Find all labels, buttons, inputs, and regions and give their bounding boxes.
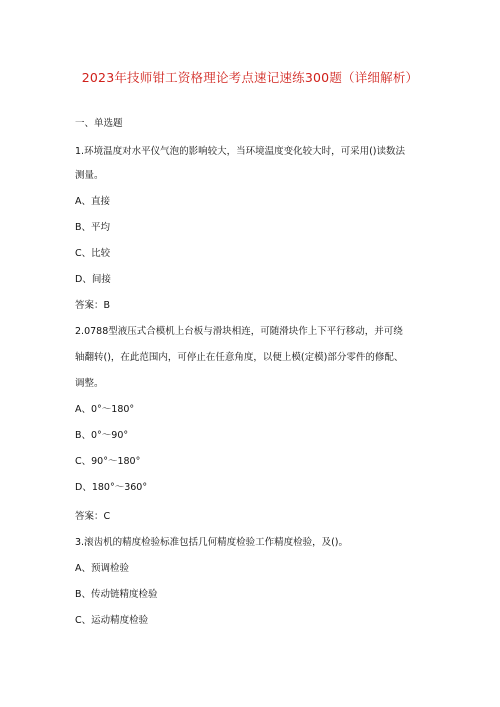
question-2-option-d: D、180°～360° [75,482,148,493]
question-3-stem-line-1: 3.滚齿机的精度检验标准包括几何精度检验工作精度检验，及()。 [75,537,348,548]
question-3-option-a: A、预调检验 [75,563,129,574]
question-2-stem-line-3: 调整。 [75,378,104,389]
question-1-option-d: D、间接 [75,274,111,285]
question-1-option-b: B、平均 [75,222,111,233]
question-2-option-a: A、0°～180° [75,404,135,415]
question-2-stem-line-1: 2.0788型液压式合模机上台板与滑块相连，可随滑块作上下平行移动，并可绕 [75,326,403,337]
question-1-stem-line-1: 1.环境温度对水平仪气泡的影响较大，当环境温度变化较大时，可采用()读数法 [75,146,405,157]
document-title: 2023年技师钳工资格理论考点速记速练300题（详细解析） [81,70,419,85]
question-2-stem-line-2: 轴翻转()，在此范围内，可停止在任意角度，以便上模(定模)部分零件的修配、 [75,352,404,363]
question-1-option-a: A、直接 [75,196,110,207]
question-3-option-b: B、传动链精度检验 [75,589,158,600]
question-3-option-c: C、运动精度检验 [75,615,149,626]
question-2-option-c: C、90°～180° [75,456,141,467]
question-1-stem-line-2: 测量。 [75,170,104,181]
question-2-option-b: B、0°～90° [75,430,129,441]
question-2-answer: 答案：C [75,511,111,522]
question-1-answer: 答案：B [75,300,111,311]
question-1-option-c: C、比较 [75,248,111,259]
section-heading: 一、单选题 [75,118,123,129]
